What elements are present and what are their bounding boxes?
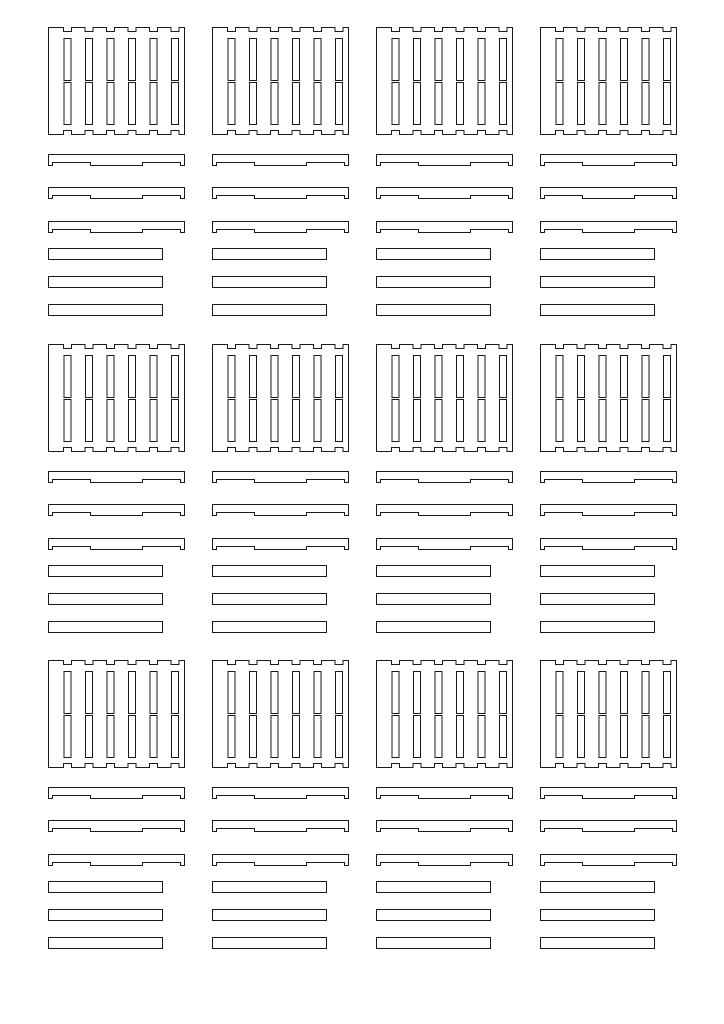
- deck-slot: [478, 83, 485, 125]
- deck-slot: [314, 716, 321, 758]
- deck-slot: [556, 39, 563, 81]
- deck-slot: [414, 716, 421, 758]
- deck-slot: [435, 672, 442, 714]
- stringer-outline: [541, 472, 677, 483]
- deck-slot: [599, 83, 606, 125]
- deck-slot: [621, 672, 628, 714]
- deck-slot: [293, 400, 300, 442]
- deck-slot: [457, 356, 464, 398]
- deck-slot: [107, 716, 114, 758]
- deck-slot: [599, 39, 606, 81]
- block-strip-outline: [213, 910, 327, 921]
- deck-slot: [556, 356, 563, 398]
- block-strip-outline: [49, 594, 163, 605]
- deck-slot: [228, 672, 235, 714]
- deck-slot: [414, 83, 421, 125]
- deck-slot: [293, 356, 300, 398]
- deck-slot: [478, 400, 485, 442]
- pallet-part-set: [377, 345, 513, 633]
- block-strip-outline: [377, 938, 491, 949]
- deck-slot: [64, 39, 71, 81]
- deck-slot: [150, 356, 157, 398]
- stringer-outline: [541, 222, 677, 233]
- deck-slot: [150, 672, 157, 714]
- deck-slot: [478, 716, 485, 758]
- deck-slot: [392, 356, 399, 398]
- deck-slot: [129, 83, 136, 125]
- deck-slot: [107, 39, 114, 81]
- stringer-outline: [541, 155, 677, 166]
- block-strip-outline: [541, 938, 655, 949]
- block-strip-outline: [377, 566, 491, 577]
- block-strip-outline: [213, 277, 327, 288]
- deck-slot: [271, 356, 278, 398]
- deck-slot: [664, 356, 671, 398]
- deck-slot: [172, 39, 179, 81]
- deck-slot: [664, 83, 671, 125]
- stringer-outline: [213, 505, 349, 516]
- deck-slot: [86, 716, 93, 758]
- block-strip-outline: [377, 622, 491, 633]
- deck-slot: [435, 39, 442, 81]
- deck-slot: [107, 83, 114, 125]
- deck-slot: [457, 83, 464, 125]
- deck-slot: [86, 39, 93, 81]
- stringer-outline: [541, 188, 677, 199]
- deck-slot: [392, 716, 399, 758]
- deck-slot: [578, 672, 585, 714]
- stringer-outline: [49, 788, 185, 799]
- stringer-outline: [541, 821, 677, 832]
- stringer-outline: [49, 855, 185, 866]
- deck-slot: [314, 39, 321, 81]
- deck-slot: [478, 39, 485, 81]
- deck-slot: [86, 83, 93, 125]
- deck-slot: [556, 672, 563, 714]
- deck-slot: [250, 716, 257, 758]
- deck-slot: [500, 83, 507, 125]
- deck-slot: [250, 400, 257, 442]
- deck-slot: [599, 716, 606, 758]
- deck-slot: [314, 83, 321, 125]
- deck-slot: [172, 400, 179, 442]
- pallet-part-set: [213, 345, 349, 633]
- block-strip-outline: [541, 910, 655, 921]
- stringer-outline: [377, 472, 513, 483]
- stringer-outline: [213, 821, 349, 832]
- deck-slot: [478, 356, 485, 398]
- deck-slot: [414, 356, 421, 398]
- stringer-outline: [49, 222, 185, 233]
- deck-slot: [642, 672, 649, 714]
- deck-slot: [621, 400, 628, 442]
- deck-slot: [172, 356, 179, 398]
- block-strip-outline: [541, 249, 655, 260]
- stringer-outline: [377, 222, 513, 233]
- deck-slot: [435, 356, 442, 398]
- stringer-outline: [377, 788, 513, 799]
- deck-slot: [129, 39, 136, 81]
- deck-slot: [250, 39, 257, 81]
- deck-slot: [293, 672, 300, 714]
- pallet-part-set: [377, 28, 513, 316]
- stringer-outline: [541, 855, 677, 866]
- block-strip-outline: [49, 622, 163, 633]
- deck-slot: [86, 672, 93, 714]
- block-strip-outline: [213, 938, 327, 949]
- deck-slot: [129, 400, 136, 442]
- deck-slot: [336, 83, 343, 125]
- block-strip-outline: [213, 249, 327, 260]
- stringer-outline: [49, 539, 185, 550]
- deck-slot: [414, 672, 421, 714]
- stringer-outline: [213, 539, 349, 550]
- deck-slot: [578, 356, 585, 398]
- block-strip-outline: [49, 305, 163, 316]
- deck-slot: [500, 672, 507, 714]
- deck-slot: [86, 400, 93, 442]
- deck-slot: [392, 83, 399, 125]
- block-strip-outline: [541, 622, 655, 633]
- deck-slot: [271, 400, 278, 442]
- block-strip-outline: [49, 938, 163, 949]
- pallet-part-set: [49, 345, 185, 633]
- deck-slot: [172, 83, 179, 125]
- stringer-outline: [541, 505, 677, 516]
- deck-slot: [228, 356, 235, 398]
- block-strip-outline: [541, 305, 655, 316]
- deck-slot: [435, 400, 442, 442]
- deck-slot: [457, 672, 464, 714]
- pallet-part-set: [541, 345, 677, 633]
- deck-slot: [64, 716, 71, 758]
- deck-slot: [457, 716, 464, 758]
- deck-slot: [64, 672, 71, 714]
- deck-slot: [336, 400, 343, 442]
- deck-slot: [271, 716, 278, 758]
- stringer-outline: [213, 855, 349, 866]
- deck-slot: [293, 83, 300, 125]
- deck-slot: [250, 356, 257, 398]
- deck-slot: [556, 400, 563, 442]
- deck-slot: [129, 672, 136, 714]
- pallet-part-set: [49, 28, 185, 316]
- block-strip-outline: [377, 910, 491, 921]
- pallet-part-set: [49, 661, 185, 949]
- deck-slot: [621, 39, 628, 81]
- stringer-outline: [213, 472, 349, 483]
- pallet-part-set: [213, 661, 349, 949]
- deck-slot: [478, 672, 485, 714]
- stringer-outline: [213, 222, 349, 233]
- deck-slot: [314, 672, 321, 714]
- pallet-part-set: [213, 28, 349, 316]
- deck-slot: [578, 39, 585, 81]
- deck-slot: [664, 39, 671, 81]
- deck-slot: [271, 83, 278, 125]
- deck-slot: [664, 672, 671, 714]
- stringer-outline: [377, 155, 513, 166]
- deck-slot: [150, 716, 157, 758]
- deck-slot: [129, 716, 136, 758]
- block-strip-outline: [49, 882, 163, 893]
- deck-slot: [664, 400, 671, 442]
- stringer-outline: [49, 472, 185, 483]
- deck-slot: [150, 400, 157, 442]
- block-strip-outline: [213, 305, 327, 316]
- block-strip-outline: [213, 594, 327, 605]
- deck-slot: [392, 39, 399, 81]
- deck-slot: [599, 356, 606, 398]
- stringer-outline: [49, 155, 185, 166]
- deck-slot: [336, 672, 343, 714]
- block-strip-outline: [213, 566, 327, 577]
- block-strip-outline: [541, 882, 655, 893]
- block-strip-outline: [377, 277, 491, 288]
- deck-slot: [107, 672, 114, 714]
- block-strip-outline: [541, 277, 655, 288]
- deck-slot: [457, 39, 464, 81]
- deck-slot: [500, 716, 507, 758]
- block-strip-outline: [213, 882, 327, 893]
- deck-slot: [293, 716, 300, 758]
- deck-slot: [271, 39, 278, 81]
- block-strip-outline: [541, 594, 655, 605]
- deck-slot: [599, 400, 606, 442]
- deck-slot: [336, 356, 343, 398]
- block-strip-outline: [377, 249, 491, 260]
- stringer-outline: [213, 155, 349, 166]
- deck-slot: [271, 672, 278, 714]
- deck-slot: [86, 356, 93, 398]
- stringer-outline: [377, 188, 513, 199]
- deck-slot: [129, 356, 136, 398]
- stringer-outline: [213, 188, 349, 199]
- stringer-outline: [377, 821, 513, 832]
- deck-slot: [642, 716, 649, 758]
- stringer-outline: [49, 188, 185, 199]
- deck-slot: [556, 716, 563, 758]
- deck-slot: [642, 39, 649, 81]
- deck-slot: [578, 716, 585, 758]
- pallet-part-set: [377, 661, 513, 949]
- deck-slot: [500, 356, 507, 398]
- block-strip-outline: [377, 305, 491, 316]
- deck-slot: [642, 83, 649, 125]
- deck-slot: [664, 716, 671, 758]
- deck-slot: [314, 356, 321, 398]
- deck-slot: [314, 400, 321, 442]
- stringer-outline: [377, 855, 513, 866]
- block-strip-outline: [49, 910, 163, 921]
- deck-slot: [414, 39, 421, 81]
- deck-slot: [228, 400, 235, 442]
- stringer-outline: [49, 505, 185, 516]
- deck-slot: [556, 83, 563, 125]
- stringer-outline: [377, 505, 513, 516]
- deck-slot: [621, 83, 628, 125]
- block-strip-outline: [377, 594, 491, 605]
- deck-slot: [107, 400, 114, 442]
- deck-slot: [599, 672, 606, 714]
- deck-slot: [64, 400, 71, 442]
- deck-slot: [500, 39, 507, 81]
- block-strip-outline: [213, 622, 327, 633]
- deck-slot: [107, 356, 114, 398]
- deck-slot: [172, 672, 179, 714]
- deck-slot: [64, 356, 71, 398]
- deck-slot: [250, 83, 257, 125]
- block-strip-outline: [377, 882, 491, 893]
- deck-slot: [435, 83, 442, 125]
- deck-slot: [500, 400, 507, 442]
- block-strip-outline: [541, 566, 655, 577]
- pallet-part-set: [541, 28, 677, 316]
- block-strip-outline: [49, 249, 163, 260]
- deck-slot: [621, 356, 628, 398]
- deck-slot: [150, 83, 157, 125]
- deck-slot: [228, 39, 235, 81]
- stringer-outline: [541, 788, 677, 799]
- deck-slot: [228, 716, 235, 758]
- deck-slot: [336, 716, 343, 758]
- deck-slot: [457, 400, 464, 442]
- block-strip-outline: [49, 277, 163, 288]
- stringer-outline: [49, 821, 185, 832]
- deck-slot: [64, 83, 71, 125]
- stringer-outline: [377, 539, 513, 550]
- deck-slot: [621, 716, 628, 758]
- block-strip-outline: [49, 566, 163, 577]
- deck-slot: [172, 716, 179, 758]
- deck-slot: [414, 400, 421, 442]
- pallet-part-set: [541, 661, 677, 949]
- deck-slot: [228, 83, 235, 125]
- stringer-outline: [213, 788, 349, 799]
- deck-slot: [250, 672, 257, 714]
- stringer-outline: [541, 539, 677, 550]
- deck-slot: [392, 672, 399, 714]
- deck-slot: [336, 39, 343, 81]
- deck-slot: [150, 39, 157, 81]
- deck-slot: [642, 400, 649, 442]
- deck-slot: [578, 400, 585, 442]
- deck-slot: [435, 716, 442, 758]
- deck-slot: [392, 400, 399, 442]
- deck-slot: [578, 83, 585, 125]
- deck-slot: [293, 39, 300, 81]
- deck-slot: [642, 356, 649, 398]
